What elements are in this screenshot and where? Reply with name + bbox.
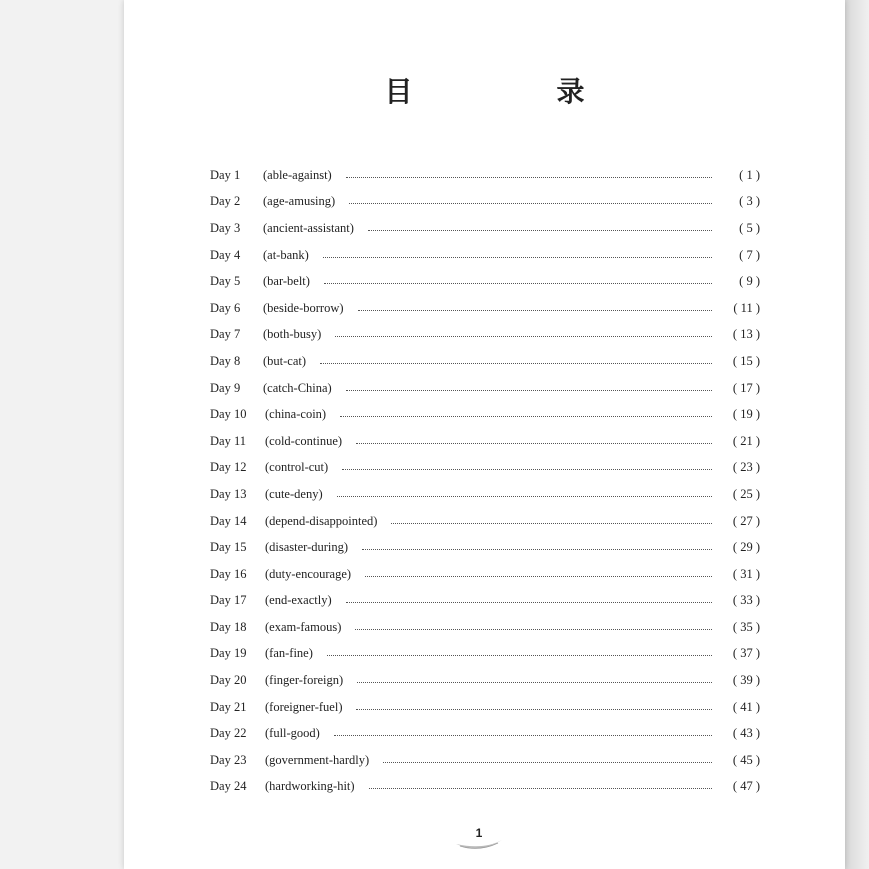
- toc-page-number: ( 33 ): [732, 593, 760, 608]
- toc-word-range: (cute-deny): [265, 486, 323, 501]
- toc-day-label: Day 7: [210, 327, 241, 342]
- toc-page-number: ( 37 ): [732, 646, 760, 661]
- toc-word-range: (hardworking-hit): [265, 779, 355, 794]
- toc-day-label: Day 17: [210, 593, 247, 608]
- toc-word-range: (exam-famous): [265, 619, 342, 634]
- document-page: [124, 0, 845, 869]
- toc-entry[interactable]: [210, 747, 760, 774]
- toc-page-number: ( 13 ): [732, 327, 760, 342]
- toc-page-number: ( 45 ): [732, 752, 760, 767]
- toc-word-range: (both-busy): [263, 327, 322, 342]
- page-number: 1: [475, 826, 483, 840]
- toc-page-number: ( 9 ): [739, 274, 760, 289]
- toc-day-label: Day 11: [210, 433, 246, 448]
- toc-entry[interactable]: [210, 667, 760, 694]
- toc-dot-leader: [327, 655, 712, 656]
- toc-dot-leader: [358, 310, 712, 311]
- toc-day-label: Day 9: [210, 380, 241, 395]
- toc-day-label: Day 14: [210, 513, 247, 528]
- toc-word-range: (able-against): [263, 167, 332, 182]
- toc-page-number: ( 7 ): [739, 247, 760, 262]
- toc-page-number: ( 17 ): [732, 380, 760, 395]
- toc-day-label: Day 1: [210, 167, 241, 182]
- toc-word-range: (at-bank): [263, 247, 309, 262]
- toc-entry[interactable]: [210, 534, 760, 561]
- toc-dot-leader: [362, 549, 712, 550]
- toc-dot-leader: [357, 682, 712, 683]
- toc-dot-leader: [334, 735, 712, 736]
- toc-day-label: Day 21: [210, 699, 247, 714]
- toc-dot-leader: [342, 469, 712, 470]
- toc-word-range: (beside-borrow): [263, 300, 344, 315]
- toc-dot-leader: [365, 576, 712, 577]
- viewer-background-shade: [845, 0, 869, 869]
- toc-entry[interactable]: [210, 348, 760, 375]
- toc-page-number: ( 15 ): [732, 353, 760, 368]
- toc-dot-leader: [356, 709, 712, 710]
- toc-day-label: Day 15: [210, 540, 247, 555]
- toc-word-range: (ancient-assistant): [263, 220, 354, 235]
- toc-day-label: Day 6: [210, 300, 241, 315]
- toc-entry[interactable]: [210, 641, 760, 668]
- toc-dot-leader: [335, 336, 712, 337]
- toc-page-number: ( 35 ): [732, 619, 760, 634]
- toc-dot-leader: [349, 203, 712, 204]
- toc-dot-leader: [368, 230, 712, 231]
- toc-day-label: Day 20: [210, 673, 247, 688]
- page-title: 目 录: [384, 75, 643, 108]
- toc-day-label: Day 24: [210, 779, 247, 794]
- toc-entry[interactable]: [210, 588, 760, 615]
- toc-entry[interactable]: [210, 428, 760, 455]
- toc-word-range: (age-amusing): [263, 194, 336, 209]
- toc-page-number: ( 3 ): [739, 194, 760, 209]
- toc-page-number: ( 27 ): [732, 513, 760, 528]
- toc-day-label: Day 16: [210, 566, 247, 581]
- toc-dot-leader: [355, 629, 712, 630]
- page-number-swoosh-icon: [454, 838, 504, 854]
- toc-day-label: Day 4: [210, 247, 241, 262]
- toc-entry[interactable]: [210, 774, 760, 801]
- toc-word-range: (depend-disappointed): [265, 513, 378, 528]
- toc-word-range: (end-exactly): [265, 593, 332, 608]
- toc-day-label: Day 12: [210, 460, 247, 475]
- toc-day-label: Day 10: [210, 407, 247, 422]
- toc-page-number: ( 43 ): [732, 726, 760, 741]
- toc-entry[interactable]: [210, 268, 760, 295]
- toc-day-label: Day 2: [210, 194, 241, 209]
- toc-dot-leader: [369, 788, 712, 789]
- toc-day-label: Day 5: [210, 274, 241, 289]
- toc-word-range: (disaster-during): [265, 540, 349, 555]
- toc-dot-leader: [337, 496, 712, 497]
- toc-dot-leader: [391, 523, 712, 524]
- toc-entry[interactable]: [210, 322, 760, 349]
- toc-page-number: ( 47 ): [732, 779, 760, 794]
- toc-word-range: (but-cat): [263, 353, 307, 368]
- toc-entry[interactable]: [210, 614, 760, 641]
- toc-day-label: Day 8: [210, 353, 241, 368]
- toc-day-label: Day 3: [210, 220, 241, 235]
- toc-word-range: (foreigner-fuel): [265, 699, 343, 714]
- toc-dot-leader: [346, 177, 712, 178]
- toc-word-range: (catch-China): [263, 380, 332, 395]
- toc-entry[interactable]: [210, 215, 760, 242]
- table-of-contents: [210, 162, 760, 800]
- toc-entry[interactable]: [210, 401, 760, 428]
- toc-page-number: ( 5 ): [739, 220, 760, 235]
- toc-dot-leader: [356, 443, 712, 444]
- toc-word-range: (government-hardly): [265, 752, 370, 767]
- toc-entry[interactable]: [210, 189, 760, 216]
- toc-page-number: ( 11 ): [733, 300, 760, 315]
- toc-page-number: ( 29 ): [732, 540, 760, 555]
- toc-page-number: ( 1 ): [739, 167, 760, 182]
- toc-dot-leader: [383, 762, 712, 763]
- toc-dot-leader: [320, 363, 712, 364]
- toc-entry[interactable]: [210, 508, 760, 535]
- toc-day-label: Day 23: [210, 752, 247, 767]
- toc-page-number: ( 41 ): [732, 699, 760, 714]
- toc-page-number: ( 25 ): [732, 486, 760, 501]
- toc-entry[interactable]: [210, 694, 760, 721]
- toc-dot-leader: [323, 257, 712, 258]
- toc-dot-leader: [324, 283, 712, 284]
- toc-entry[interactable]: [210, 455, 760, 482]
- toc-word-range: (cold-continue): [265, 433, 343, 448]
- toc-page-number: ( 39 ): [732, 673, 760, 688]
- toc-word-range: (full-good): [265, 726, 320, 741]
- toc-page-number: ( 23 ): [732, 460, 760, 475]
- toc-entry[interactable]: [210, 561, 760, 588]
- toc-dot-leader: [340, 416, 712, 417]
- toc-page-number: ( 19 ): [732, 407, 760, 422]
- toc-day-label: Day 22: [210, 726, 247, 741]
- toc-page-number: ( 21 ): [732, 433, 760, 448]
- toc-entry[interactable]: [210, 162, 760, 189]
- toc-page-number: ( 31 ): [732, 566, 760, 581]
- toc-word-range: (control-cut): [265, 460, 329, 475]
- toc-entry[interactable]: [210, 720, 760, 747]
- toc-entry[interactable]: [210, 481, 760, 508]
- toc-word-range: (duty-encourage): [265, 566, 352, 581]
- toc-entry[interactable]: [210, 295, 760, 322]
- toc-word-range: (finger-foreign): [265, 673, 344, 688]
- toc-entry[interactable]: [210, 242, 760, 269]
- toc-word-range: (fan-fine): [265, 646, 313, 661]
- toc-day-label: Day 18: [210, 619, 247, 634]
- toc-dot-leader: [346, 390, 712, 391]
- toc-day-label: Day 19: [210, 646, 247, 661]
- toc-day-label: Day 13: [210, 486, 247, 501]
- toc-entry[interactable]: [210, 375, 760, 402]
- page-footer: [454, 826, 504, 856]
- toc-word-range: (bar-belt): [263, 274, 310, 289]
- toc-word-range: (china-coin): [265, 407, 327, 422]
- toc-dot-leader: [346, 602, 712, 603]
